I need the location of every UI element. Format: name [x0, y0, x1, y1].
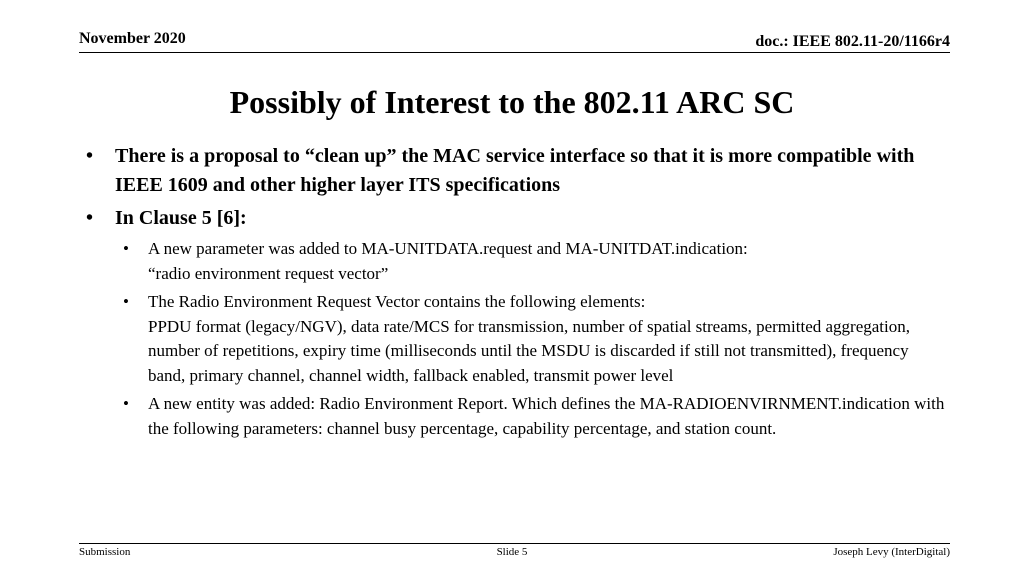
bullet-text: There is a proposal to “clean up” the MAC service interface so that it is more compatible with IEEE 1609 and other higher layer ITS specifications: [115, 145, 915, 196]
bullet-text: In Clause 5 [6]:: [115, 207, 247, 229]
footer-slide-number: Slide 5: [496, 546, 528, 558]
sub-bullet-text-continued: “radio environment request vector”: [148, 263, 389, 283]
sub-bullet-new-entity: [123, 392, 946, 441]
sub-bullet-marker: •: [123, 239, 129, 258]
footer-divider: [79, 543, 950, 544]
bullet-clause-5: [86, 204, 946, 233]
header-doc-number: doc.: IEEE 802.11-20/1166r4: [755, 33, 950, 50]
sub-bullet-text: A new entity was added: Radio Environment Report. Which defines the MA-RADIOENVIRNMENT.indication with the following parameters: channel busy percentage, capability percentage, and station count.: [148, 394, 945, 438]
bullet-marker: •: [86, 207, 94, 229]
sub-bullet-text-continued: PPDU format (legacy/NGV), data rate/MCS for transmission, number of spatial streams, permitted aggregation, number of repetitions, expiry time (milliseconds until the MSDU is discarded if still not transmitted), frequency band, primary channel, channel width, fallback enabled, transmit power level: [148, 316, 910, 385]
sub-bullet-request-vector: [123, 290, 946, 388]
slide-body: [86, 142, 946, 445]
slide-title: Possibly of Interest to the 802.11 ARC SC: [229, 84, 795, 120]
header-divider: [79, 52, 950, 53]
footer-author: Joseph Levy (InterDigital): [833, 546, 950, 558]
bullet-proposal: [86, 142, 946, 200]
header-date: November 2020: [79, 30, 186, 47]
sub-bullet-new-parameter: [123, 237, 946, 286]
sub-bullet-marker: •: [123, 394, 129, 413]
sub-bullet-text: The Radio Environment Request Vector contains the following elements:: [148, 292, 646, 311]
bullet-marker: •: [86, 145, 94, 167]
sub-bullet-text: A new parameter was added to MA-UNITDATA.request and MA-UNITDAT.indication:: [148, 239, 748, 258]
footer-submission: Submission: [79, 546, 131, 558]
sub-bullet-marker: •: [123, 292, 129, 311]
